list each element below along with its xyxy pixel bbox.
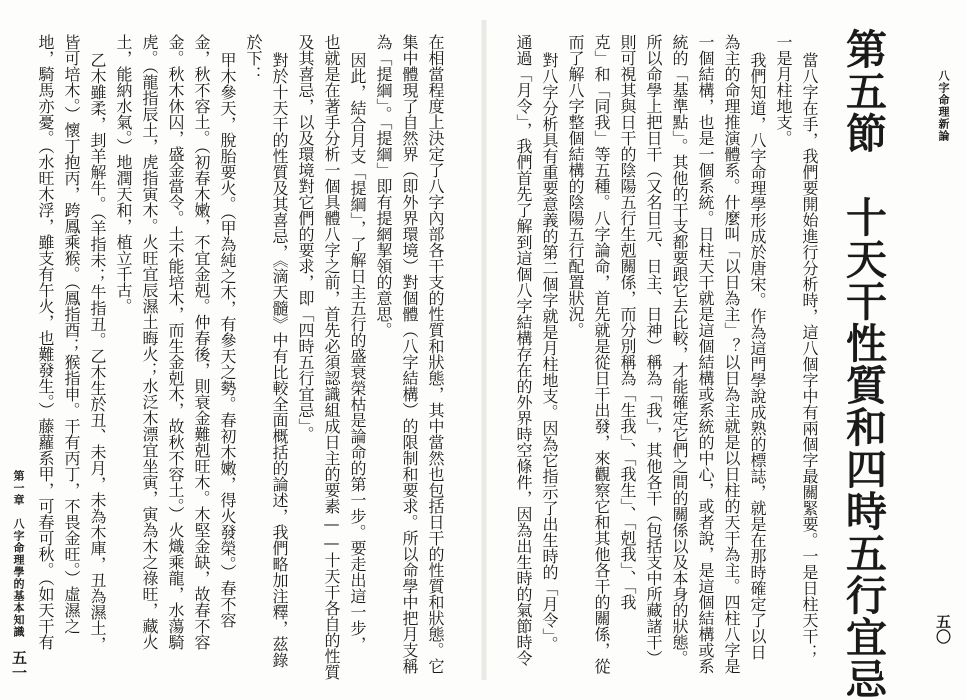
body-line: 當八字在手，我們要開始進行分析時，這八個字中有兩個字最關緊要。一是日柱天干； (800, 52, 819, 660)
running-footer: 第一章 八字命理學的基本知識 (12, 470, 25, 638)
body-line: 皆可培木。）懷丁抱丙，跨鳳乘猴。（鳳指酉；猴指申。干有丙丁，不畏金旺。）虛濕之 (62, 34, 81, 634)
right-page (484, 0, 967, 698)
body-line: 為主的命理推演體系。什麼叫「以日為主」？以日為主就是以日柱的天干為主。四柱八字是 (722, 34, 741, 674)
body-line: 也就是在著手分析一個具體八字之前，首先必須認識組成日主的要素——十天干各自的性質 (322, 34, 341, 680)
body-line: 在相當程度上決定了八字內部各干支的性質和狀態，其中當然也包括日干的性質和狀態。它 (426, 34, 445, 674)
left-page (0, 0, 484, 698)
body-line: 對八字分析具有重要意義的第二個字就是月柱地支。因為它指示了出生時的「月令」。 (540, 52, 559, 652)
running-header: 八字命理新論 (937, 70, 950, 142)
body-line: 克」和「同我」等五種。八字論命，首先就是從日干出發，來觀察它和其他各干的關係，從 (592, 34, 611, 674)
body-line: 因此，結合月支「提綱」，了解日主五行的盛衰榮枯是論命的第一步。要走出這一步， (348, 52, 367, 652)
body-line: 地，騎馬亦憂。（水旺木浮，雖支有午火，也難發生。）藤蘿系甲，可春可秋。（如天干有 (36, 34, 55, 650)
body-line: 土，能納水氣。）地潤天和，植立千古。 (114, 34, 133, 314)
body-line: 金。秋木休囚，盛金當令。土不能培木，而生金剋木，故秋不容土。）火熾乘龍，水蕩騎 (166, 34, 185, 650)
body-line: 則可視其與日干的陰陽五行生剋關係，而分別稱為「生我」、「我生」、「剋我」、「我 (618, 34, 637, 610)
body-line: 所以命學上把日干（又名日元、日主、日神）稱為「我」，其他各干（包括支中所藏諸干） (644, 34, 663, 666)
body-line: 甲木參天，脫胎要火。（甲為純之木，有參天之勢。春初木嫩，得火發榮。）春不容 (218, 52, 237, 628)
body-line: 及其喜忌，以及環境對它們的要求，即「四時五行宜忌」。 (296, 34, 315, 442)
body-line: 於下： (244, 34, 263, 82)
body-line: 為「提綱」。「提綱」即有提網挈領的意思。 (374, 34, 393, 338)
body-line: 乙木雖柔，刲羊解牛。（羊指未；牛指丑。乙木生於丑、未月，未為木庫，丑為濕土， (88, 52, 107, 652)
body-line: 金，秋不容土。（初春木嫩，不宜金剋。仲春後，則衰金難剋旺木。木堅金缺，故春不容 (192, 34, 211, 650)
body-line: 而了解八字整個結構的陰陽五行配置狀況。 (566, 34, 585, 338)
page-number-right: 五〇 (934, 614, 952, 644)
body-line: 對於十天干的性質及其喜忌，《滴天髓》中有比較全面概括的論述，我們略加注釋，茲錄 (270, 52, 289, 668)
body-line: 一個結構，也是一個系統。日柱天干就是這個結構或系統的中心，或者說，是這個結構或系 (696, 34, 715, 674)
body-line: 虎。（龍指辰土，虎指寅木。火旺宜辰濕土晦火；水泛木漂宜坐寅，寅為木之祿旺，藏火 (140, 34, 159, 650)
body-line: 我們知道，八字命理學形成於唐宋。作為這門學說成熟的標誌，就是在那時確定了以日 (748, 52, 767, 660)
body-line: 一是月柱地支。 (774, 34, 793, 146)
body-line: 通過「月令」，我們首先了解到這個八字結構存在的外界時空條件，因為出生時的氣節時令 (514, 34, 533, 666)
body-line: 集中體現了自然界（即外界環境）對個體（八字結構）的限制和要求。所以命學中把月支稱 (400, 34, 419, 674)
section-title: 第五節 十天干性質和四時五行宜忌 (839, 28, 887, 700)
body-line: 統的「基準點」。其他的干支都要跟它去比較，才能確定它們之間的關係以及本身的狀態。 (670, 34, 689, 666)
page-number-left: 五一 (10, 650, 28, 680)
